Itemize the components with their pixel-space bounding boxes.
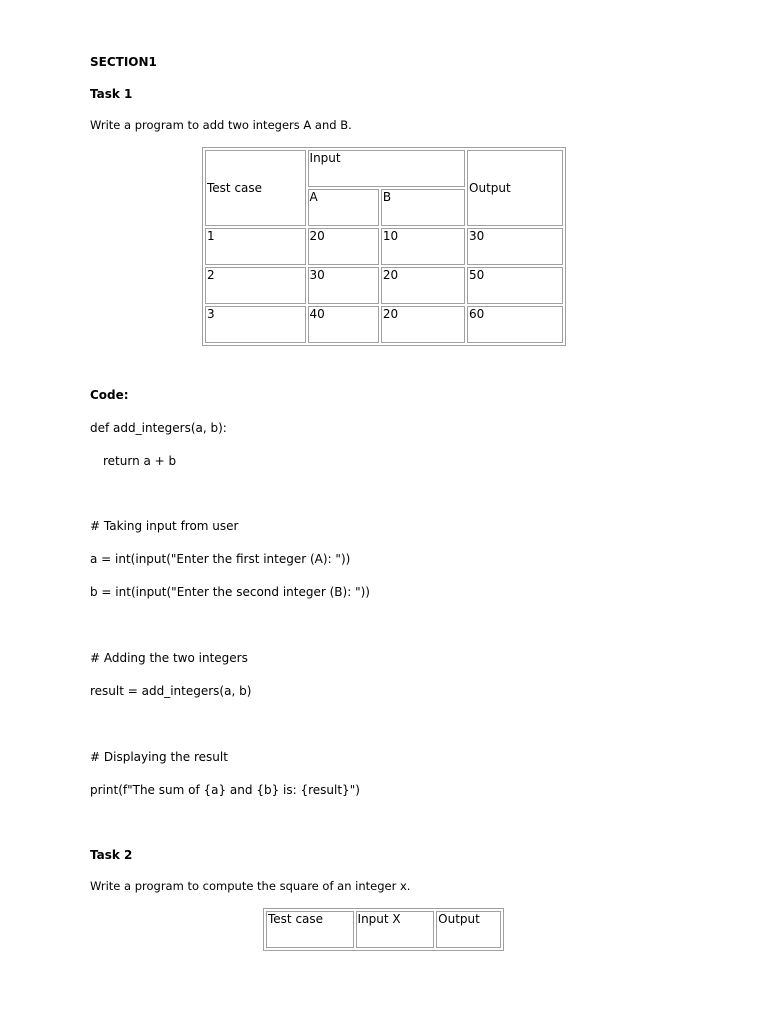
header-output: Output — [467, 150, 563, 226]
task1-description: Write a program to add two integers A and B. — [90, 118, 352, 132]
section-title: SECTION1 — [90, 55, 157, 69]
header-output: Output — [436, 911, 501, 948]
cell-output: 30 — [467, 228, 563, 265]
code-line: return a + b — [103, 454, 177, 468]
task1-test-table — [202, 147, 566, 346]
cell-a: 40 — [308, 306, 379, 343]
table-row — [205, 267, 563, 304]
code-line: # Adding the two integers — [90, 651, 248, 665]
code-line: print(f"The sum of {a} and {b} is: {result}") — [90, 783, 360, 797]
table-row — [205, 228, 563, 265]
code-line: # Taking input from user — [90, 519, 239, 533]
cell-output: 60 — [467, 306, 563, 343]
header-b: B — [381, 189, 465, 226]
header-input-x: Input X — [356, 911, 435, 948]
task2-title: Task 2 — [90, 848, 133, 862]
header-input: Input — [308, 150, 466, 187]
code-line: # Displaying the result — [90, 750, 228, 764]
cell-output: 50 — [467, 267, 563, 304]
table-row — [205, 306, 563, 343]
cell-a: 30 — [308, 267, 379, 304]
code-line: b = int(input("Enter the second integer (B): ")) — [90, 585, 370, 599]
header-test-case: Test case — [266, 911, 354, 948]
code-line: def add_integers(a, b): — [90, 421, 227, 435]
header-test-case: Test case — [205, 150, 306, 226]
cell-case: 2 — [205, 267, 306, 304]
cell-case: 1 — [205, 228, 306, 265]
task2-description: Write a program to compute the square of an integer x. — [90, 879, 411, 893]
cell-b: 10 — [381, 228, 465, 265]
header-a: A — [308, 189, 379, 226]
cell-b: 20 — [381, 267, 465, 304]
task2-test-table — [263, 908, 504, 951]
cell-case: 3 — [205, 306, 306, 343]
code-line: a = int(input("Enter the first integer (A): ")) — [90, 552, 351, 566]
cell-b: 20 — [381, 306, 465, 343]
code-line: result = add_integers(a, b) — [90, 684, 252, 698]
code-label: Code: — [90, 388, 129, 402]
cell-a: 20 — [308, 228, 379, 265]
task1-title: Task 1 — [90, 87, 133, 101]
